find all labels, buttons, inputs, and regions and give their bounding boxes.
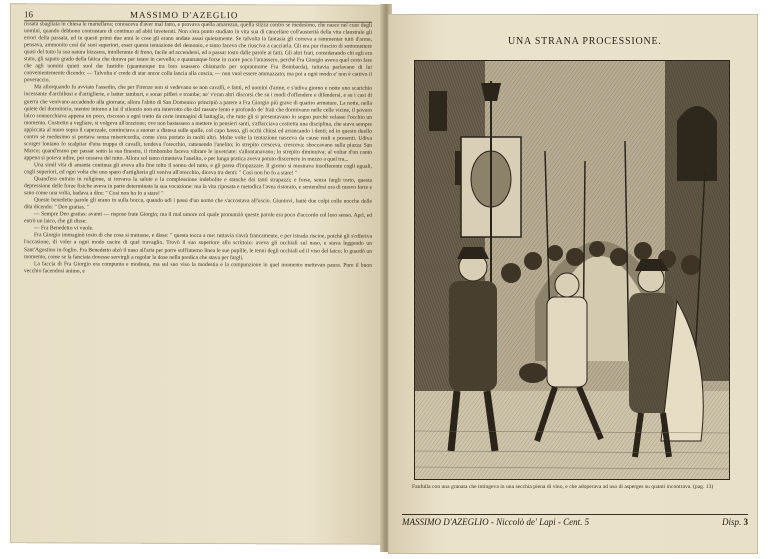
paragraph: — Fra Benedetto vi vuole.	[34, 225, 94, 232]
disp-number: 3	[743, 517, 748, 527]
paragraph: Quand'era entrato in religione, si trovava la salute e la complessione indebolite e stanche dai tanti strapazzi; e forse, senza fargli torto, questa depressione delle forze fisiche aveva in parte determinata la sua vocazione: ma la vita riposata e metodica l'avea ristorato, e sentendosi ora di nuovo forte e sano come una volta, badava a dire: " Così non ho fo a stare! "	[24, 176, 372, 197]
footer-author-title: MASSIMO D'AZEGLIO - Niccolò de' Lapi - Cent. 5	[402, 517, 590, 527]
paragraph: Fra Giorgio immaginò tosto di che cosa si trattasse, e disse: " questa tocca a me: tuttavia s'avrà francamente, e per istrada riscioe, poichè gli s'offeriva l'occasione, di voler a ogni modo uscire di quel travaglio. Trovò il suo superiore allo scrittoio: aveva gli occhiali sul naso, e stava leggendo un Sant'Agostino in-foglio. Fra Benedetto alzò il naso all'aria per porre sull'interno linea le sue pupille, le tenni degli occhiali ed il viso del laico; lo guardò un momento, come se la fanciata dovesse servirgli a regolar la dose nella predica che stava per fargli.	[24, 232, 372, 261]
illustration-caption: Fanfulla con una granata che intingeva in una secchia piena di vino, e che adoperava ad uso di asperges su quanti incontrava. (pag. 13)	[412, 484, 714, 490]
right-page	[388, 14, 758, 554]
paragraph: rissata sbagliata in chiesa le martellava; conosceva d'aver mal fatto, e provava quella amarezza, quella stizza contro se medesimo, che nasce nel cuor degli uomini, quando debbono contrastare di continuo ad abiti inveterati. Non s'era punto studiato in vita sua di cancellare coll'austerità della vita claustrale gli errori della passata, ed in questi primi due anni le cose gli erano andate assai quietamente. Se talvolta la fantasia gli correva a rammentar tutti d'arme, pensava, ammonito così da' suoi superiori, esser questa tentazione del demonio, e tanto faceva che riusciva a cacciarla. Gli era pur riuscito di sottomettere quasi del tutto la sua natura bizzarra, intollerante di freno, facile ad accendersi, ed a passar tosto dalle parole ai fatti. Gli altri frati, considerando chi egli era stato, gli saputo grado della fatica che durava per istare in cervello; e quantunque forse in cuore poco l'amassero, perchè Fra Giorgio aveva quel certo fare che agli uomini quieti suol dar fastidio (quantunque tra loro usassero chiamarlo per soprannome Fra Bombarda), tuttavia parlavano di lui convenientemente dicendo: — Talvolta e' crede di star ancor colla lancia alla coscia, — non vuol essere ammazzato; ma poi a ogni modo e' non è cattivo il poveraccio.	[24, 21, 372, 84]
page-number: 16	[24, 9, 33, 20]
disp-label: Disp.	[721, 517, 742, 527]
running-head-right: UNA STRANA PROCESSIONE.	[508, 36, 662, 47]
paragraph: Queste benedette parole gli erano in sulla bocca, quando udì i passi d'un uomo che s'accostava all'uscio. Giuntovi, battè due colpi colle nocche delle dita dicendo: " Deo gratias. "	[24, 197, 372, 211]
paragraph: Una simil vita di amanta continua gli aveva alla fine tolto il sonno del tutto, e gli parea d'impazzare. Il giorno si mostrava insofferente cogli eguali, cogli superiori, ed ogni volta che uno sparo d'artiglieria gli veniva all'orecchio, diceva tra denti: " Così non ho fo a stare! "	[24, 162, 372, 177]
paragraph: La faccia di Fra Giorgio era compunta e modesta, ma sul suo viso la modestia e la compunzione in quel momento mettevan paura. Pure il buon vecchio facendosi animo, e	[24, 260, 372, 275]
open-book	[6, 4, 762, 552]
paragraph: Ma allorquando fu avviato l'assedio, che per Firenze non si vedevano se non cavalli, e fanti, ed uomini d'arme, e s'udiva giorno e notte uno scarichio incessante d'archibusi e d'artiglierie, e batter tamburi, e sonar pifferi e trombe; ne' v'eran altri discorsi che su i modi d'offendere e difendersi, e su i casi di guerra che venivano accadendo alla giornata; allora l'abito di San Domenico principiò a parere a Fra Giorgio più grave di quattro armature. La notte, nella quiete del dormitorio, mentre intorno a lui il silenzio non era interrotto che dal russare lento e profondo de' frati che dormivano nelle celle vicine, il povero laico sonnecchiava appena un poco, riscosso a ogni tratto da certe immagini di battaglia, che tutte gli si presentavano in sogno purchè velasse l'occhio un momento. Costretto a vegliare, si volgeva all'orazione; ove non bastassero a mettere in pensieri santi, s'affacciava costretta una disciplina, che stava sempre appiccata al muro sopra il capezzale, cominciava a suonar a distesa sulle spalle, col capo basso, gli occhi chiusi ed arrancando i denti; ed in questo duello contro sè medesimo si portava senza misericordia, come s'era portato in molti altri. Molte volte la tentazione nasceva da cause reali e presenti. Udiva scorger lontano lo scalpitar d'una truppa di cavalli, tendeva l'orecchio, rattenendo l'anelito; lo strepito cresceva, cresceva: sboccavano sulla piazza San Marco; quand'erano per passar sotto la sua finestra, il rimbombo faceva vibrare le invetriate: s'allontanavano; lo strepito diminuiva; al voltar d'un canto appena si poteva udire, poi cessava del tutto. Allora sol tanto rimetteva l'anelito, e per lunga pratica aveva potuto discernere in mezzo a quel tra...	[24, 84, 372, 163]
procession-illustration	[414, 60, 730, 480]
footer-dispensa	[722, 517, 748, 527]
paragraph: — Sempre Deo gratias: avanti — rispose frate Giorgio; ma il mal umore col quale pronunziò queste parole era poco d'accordo col loro senso. Aprì, ed entrò un laico, che gli disse:	[24, 211, 372, 225]
left-body-text	[24, 21, 372, 276]
running-head-left: MASSIMO D'AZEGLIO	[130, 9, 239, 21]
page-footer	[402, 514, 748, 527]
left-page	[10, 3, 384, 545]
engraving-svg	[415, 61, 729, 479]
